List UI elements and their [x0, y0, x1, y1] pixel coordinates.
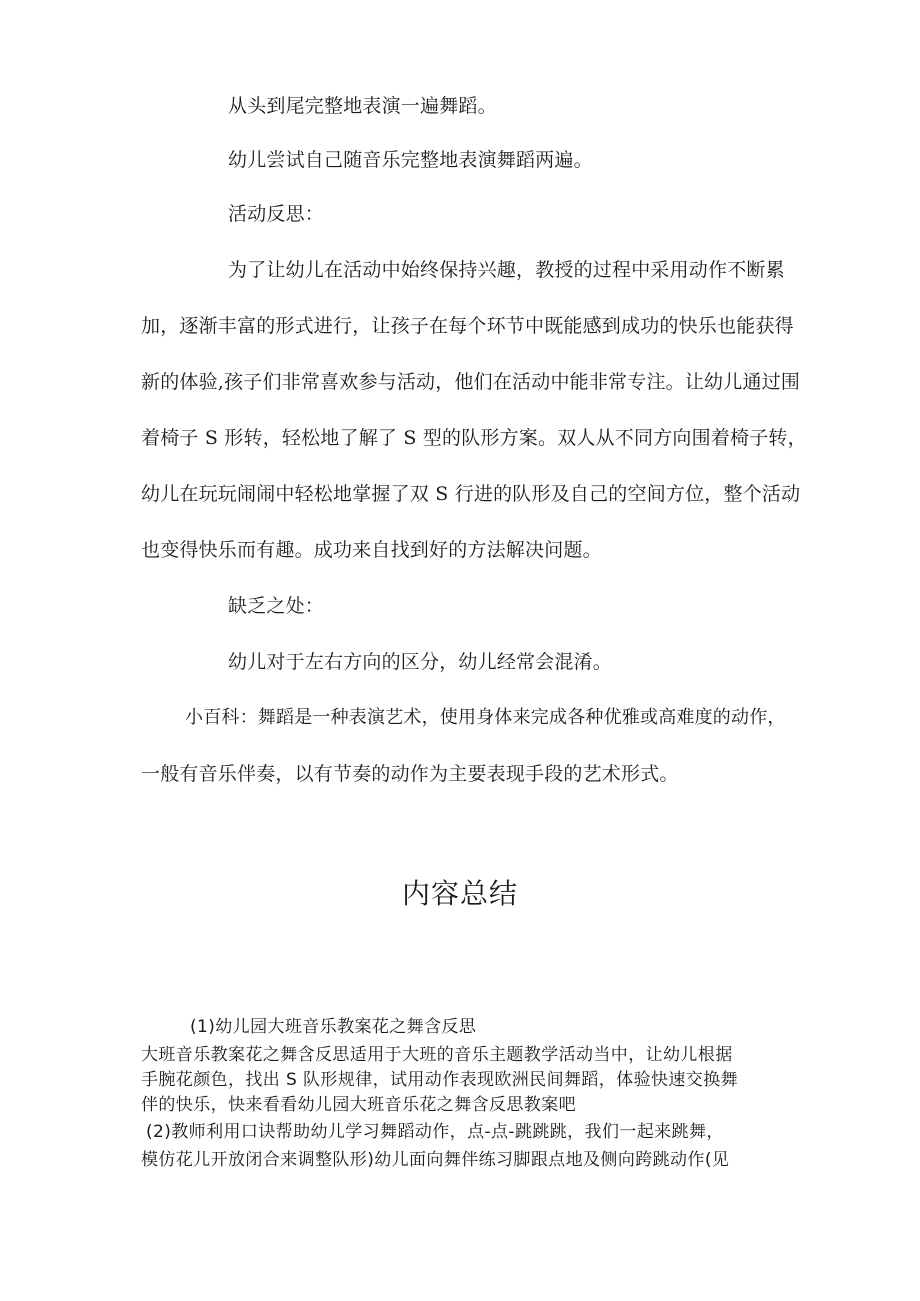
- summary-line: 模仿花儿开放闭合来调整队形)幼儿面向舞伴练习脚跟点地及侧向跨跳动作(见: [141, 1150, 730, 1170]
- summary-line: 手腕花颜色，找出 S 队形规律，试用动作表现欧洲民间舞蹈，体验快速交换舞: [141, 1070, 738, 1090]
- section-heading-shortcomings: 缺乏之处：: [228, 595, 325, 617]
- encyclopedia-note-line: 一般有音乐伴奏，以有节奏的动作为主要表现手段的艺术形式。: [141, 763, 679, 785]
- paragraph-line: 幼儿在玩玩闹闹中轻松地掌握了双 S 行进的队形及自己的空间方位，整个活动: [141, 483, 801, 505]
- summary-title: 内容总结: [401, 877, 518, 910]
- paragraph-line: 也变得快乐而有趣。成功来自找到好的方法解决问题。: [141, 539, 602, 561]
- paragraph-line: 为了让幼儿在活动中始终保持兴趣，教授的过程中采用动作不断累: [228, 259, 785, 281]
- paragraph-line: 新的体验,孩子们非常喜欢参与活动，他们在活动中能非常专注。让幼儿通过围: [141, 371, 801, 393]
- summary-line: 大班音乐教案花之舞含反思适用于大班的音乐主题教学活动当中，让幼儿根据: [141, 1045, 733, 1065]
- encyclopedia-note-line: 小百科：舞蹈是一种表演艺术，使用身体来完成各种优雅或高难度的动作，: [185, 707, 786, 728]
- paragraph-line: 幼儿尝试自己随音乐完整地表演舞蹈两遍。: [228, 149, 593, 171]
- paragraph-line: 幼儿对于左右方向的区分，幼儿经常会混淆。: [228, 651, 613, 673]
- paragraph-line: 从头到尾完整地表演一遍舞蹈。: [228, 95, 497, 117]
- paragraph-line: 着椅子 S 形转，轻松地了解了 S 型的队形方案。双人从不同方向围着椅子转，: [141, 427, 807, 449]
- paragraph-line: 加，逐渐丰富的形式进行，让孩子在每个环节中既能感到成功的快乐也能获得: [141, 315, 794, 337]
- section-heading-reflection: 活动反思：: [228, 203, 325, 225]
- summary-line: (1)幼儿园大班音乐教案花之舞含反思: [190, 1017, 477, 1037]
- summary-line: (2)教师利用口诀帮助幼儿学习舞蹈动作，点-点-跳跳跳，我们一起来跳舞，: [146, 1122, 724, 1142]
- summary-line: 伴的快乐，快来看看幼儿园大班音乐花之舞含反思教案吧: [141, 1095, 576, 1115]
